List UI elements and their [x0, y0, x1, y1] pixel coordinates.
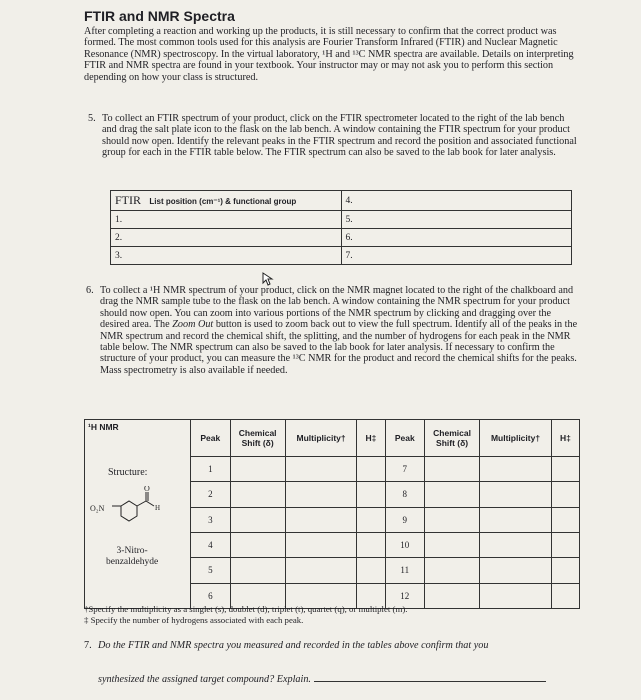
shift-input[interactable]: [230, 558, 285, 583]
question-6: [86, 285, 580, 403]
multiplicity-input[interactable]: [285, 456, 357, 481]
hydrogen-input[interactable]: [357, 456, 385, 481]
peak-number: 12: [385, 583, 425, 608]
substituent-label: O₂N: [90, 504, 105, 513]
ftir-cell-left-2[interactable]: 2.: [111, 229, 342, 247]
ftir-cell-right-2[interactable]: 5.: [341, 211, 571, 229]
shift-input[interactable]: [230, 456, 285, 481]
question-6-number: 6.: [86, 285, 94, 296]
header-multiplicity-right: Multiplicity†: [480, 420, 552, 457]
multiplicity-input[interactable]: [480, 583, 552, 608]
ftir-header-cell: [111, 191, 342, 211]
shift-input[interactable]: [230, 482, 285, 507]
question-7-line2: synthesized the assigned target compound? Explain.: [98, 674, 311, 685]
structure-drawing: [88, 486, 184, 530]
ftir-cell-right-4[interactable]: 7.: [341, 247, 571, 265]
header-multiplicity-left: Multiplicity†: [285, 420, 357, 457]
hydrogen-input[interactable]: [551, 482, 579, 507]
nmr-table: [84, 419, 580, 609]
peak-number: 9: [385, 507, 425, 532]
multiplicity-input[interactable]: [285, 532, 357, 557]
question-5-text: To collect an FTIR spectrum of your product, click on the FTIR spectrometer located to the right of the lab bench and drag the salt plate icon to the flask on the lab bench. A window containing the FTIR spectrum for your product should now open. Identify the relevant peaks in the FTIR spectrum and record the position and associated functional group for each in the FTIR table below. The FTIR spectrum can also be saved to the lab book for later analysis.: [102, 113, 577, 159]
hydrogen-input[interactable]: [551, 558, 579, 583]
peak-number: 2: [191, 482, 231, 507]
structure-label: Structure:: [108, 467, 148, 478]
question-6-text: [100, 285, 580, 376]
multiplicity-input[interactable]: [285, 482, 357, 507]
peak-number: 1: [191, 456, 231, 481]
hydrogen-label: H: [155, 504, 161, 512]
multiplicity-input[interactable]: [285, 507, 357, 532]
shift-input[interactable]: [425, 583, 480, 608]
header-peak-right: Peak: [385, 420, 425, 457]
question-6-text-part1: To collect a ¹H NMR spectrum of your product, click on the NMR magnet located to the right of the chalkboard and drag the NMR sample tube to the flask on the lab bench. A window containing the NMR spectrum for your product should now open. You can zoom into various portions of the NMR spectrum by clicking and dragging over the desired area. The: [100, 285, 574, 331]
hydrogen-input[interactable]: [551, 456, 579, 481]
header-peak-left: Peak: [191, 420, 231, 457]
multiplicity-input[interactable]: [480, 558, 552, 583]
question-6-text-part2: button is used to zoom back out to view the full spectrum. Identify all of the peaks in the NMR spectrum and record the chemical shift, the splitting, and the number of hydrogens for each peak in the NMR table below. The NMR spectrum can also be saved to the lab book for later analysis. If necessary to confirm the structure of your product, you can measure the ¹³C NMR for the product and record the chemical shifts for the peaks. Mass spectrometry is also available if needed.: [100, 319, 578, 376]
nmr-title: ¹H NMR: [88, 422, 119, 432]
peak-number: 6: [191, 583, 231, 608]
intro-paragraph: After completing a reaction and working up the products, it is still necessary to confirm that the correct product was formed. The most common tools used for this analysis are Fourier Transform Infrared (FTIR) and Nuclear Magnetic Resonance (NMR) spectroscopy. In the virtual laboratory, ¹H and ¹³C NMR spectra are available. Details on interpreting FTIR and NMR spectra are found in your textbook. Your instructor may or may not ask you to perform this section depending on how your class is structured.: [84, 26, 574, 83]
peak-number: 7: [385, 456, 425, 481]
question-5: [88, 113, 580, 175]
header-shift-left: Chemical Shift (δ): [230, 420, 285, 457]
hydrogen-input[interactable]: [551, 583, 579, 608]
multiplicity-input[interactable]: [480, 507, 552, 532]
ftir-cell-right-1[interactable]: 4.: [341, 191, 571, 211]
question-7-number: 7.: [84, 640, 92, 651]
answer-line[interactable]: [314, 672, 546, 682]
ftir-label: FTIR: [115, 193, 142, 207]
page-title: FTIR and NMR Spectra: [84, 8, 235, 24]
ftir-cell-left-3[interactable]: 3.: [111, 247, 342, 265]
footnote-multiplicity: †Specify the multiplicity as a singlet (s), doublet (d), triplet (t), quartet (q), or multiplet (m).: [84, 604, 408, 614]
peak-number: 10: [385, 532, 425, 557]
nmr-side-panel: [85, 420, 191, 609]
oxygen-label: O: [144, 486, 150, 493]
multiplicity-input[interactable]: [480, 456, 552, 481]
multiplicity-input[interactable]: [480, 482, 552, 507]
hydrogen-input[interactable]: [357, 558, 385, 583]
ftir-cell-right-3[interactable]: 6.: [341, 229, 571, 247]
peak-number: 5: [191, 558, 231, 583]
peak-number: 11: [385, 558, 425, 583]
hydrogen-input[interactable]: [551, 507, 579, 532]
header-h-right: H‡: [551, 420, 579, 457]
peak-number: 8: [385, 482, 425, 507]
header-shift-right: Chemical Shift (δ): [425, 420, 480, 457]
zoom-out-label: Zoom Out: [172, 319, 214, 331]
hydrogen-input[interactable]: [357, 482, 385, 507]
shift-input[interactable]: [425, 558, 480, 583]
shift-input[interactable]: [230, 532, 285, 557]
multiplicity-input[interactable]: [285, 558, 357, 583]
peak-number: 3: [191, 507, 231, 532]
shift-input[interactable]: [425, 456, 480, 481]
header-h-left: H‡: [357, 420, 385, 457]
question-7: [84, 640, 584, 690]
compound-name: 3-Nitro- benzaldehyde: [106, 546, 159, 567]
shift-input[interactable]: [425, 482, 480, 507]
hydrogen-input[interactable]: [357, 532, 385, 557]
footnote-hydrogens: ‡ Specify the number of hydrogens associated with each peak.: [84, 615, 304, 625]
mouse-cursor-icon: [262, 272, 274, 286]
hydrogen-input[interactable]: [551, 532, 579, 557]
hydrogen-input[interactable]: [357, 507, 385, 532]
multiplicity-input[interactable]: [480, 532, 552, 557]
shift-input[interactable]: [425, 532, 480, 557]
shift-input[interactable]: [230, 507, 285, 532]
question-7-line1: Do the FTIR and NMR spectra you measured and recorded in the tables above confirm that you: [98, 640, 489, 651]
ftir-header: List position (cm⁻¹) & functional group: [149, 197, 297, 206]
ftir-table: [110, 190, 572, 265]
question-5-number: 5.: [88, 113, 96, 124]
ftir-cell-left-1[interactable]: 1.: [111, 211, 342, 229]
peak-number: 4: [191, 532, 231, 557]
shift-input[interactable]: [425, 507, 480, 532]
